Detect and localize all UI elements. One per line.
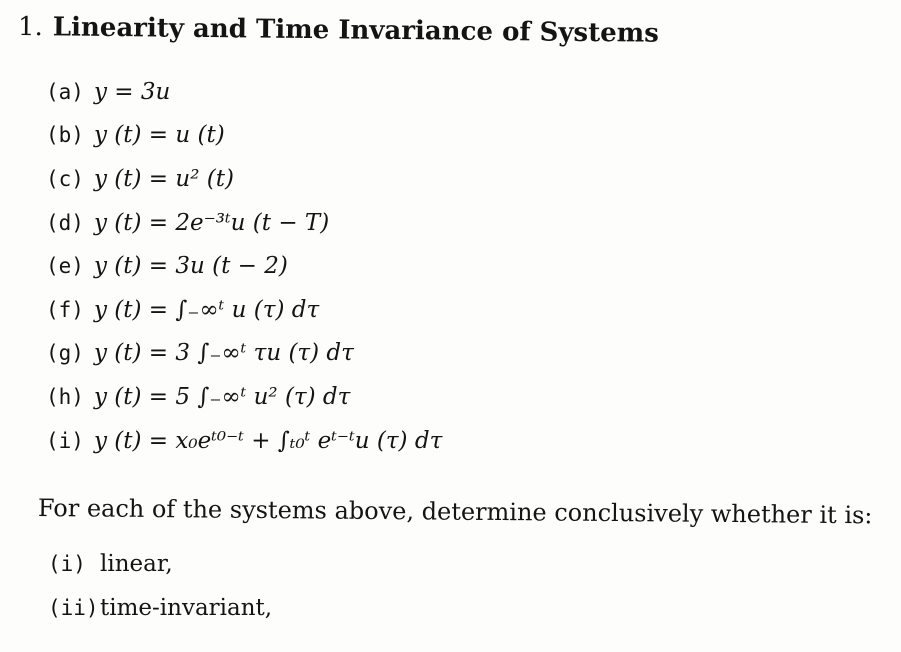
problem-number: 1. bbox=[17, 12, 43, 43]
system-equation: y (t) = u² (t) bbox=[94, 165, 234, 192]
system-equation: y (t) = ∫₋∞ᵗ u (τ) dτ bbox=[94, 296, 320, 323]
system-equation: y (t) = 3u (t − 2) bbox=[94, 253, 288, 280]
system-label: (i) bbox=[46, 428, 84, 453]
criterion-item bbox=[48, 586, 272, 630]
criterion-label: (i) bbox=[48, 552, 86, 576]
system-label: (f) bbox=[46, 297, 84, 322]
system-label: (h) bbox=[46, 384, 84, 409]
criterion-text: linear, bbox=[100, 551, 173, 577]
criteria-list bbox=[48, 542, 272, 630]
system-equation: y (t) = 5 ∫₋∞ᵗ u² (τ) dτ bbox=[94, 383, 351, 410]
system-equation: y (t) = 2e⁻³ᵗu (t − T) bbox=[94, 209, 330, 236]
system-item bbox=[46, 419, 442, 463]
system-equation: y (t) = x₀eᵗ⁰⁻ᵗ + ∫ₜ₀ᵗ eᵗ⁻ᵗu (τ) dτ bbox=[94, 427, 443, 454]
systems-list bbox=[46, 70, 442, 462]
system-item bbox=[46, 288, 442, 332]
system-item bbox=[46, 157, 442, 201]
system-item bbox=[46, 70, 442, 114]
system-equation: y = 3u bbox=[94, 78, 171, 105]
system-label: (a) bbox=[46, 79, 84, 104]
criterion-label: (ii) bbox=[48, 596, 99, 620]
system-label: (d) bbox=[46, 210, 84, 235]
system-item bbox=[46, 114, 442, 158]
system-label: (e) bbox=[46, 254, 84, 279]
system-item bbox=[46, 201, 442, 245]
system-item bbox=[46, 244, 442, 288]
system-equation: y (t) = 3 ∫₋∞ᵗ τu (τ) dτ bbox=[94, 340, 354, 367]
problem-heading bbox=[18, 12, 659, 49]
criterion-item bbox=[48, 542, 272, 586]
system-label: (c) bbox=[46, 166, 84, 191]
system-label: (g) bbox=[46, 341, 84, 366]
system-item bbox=[46, 375, 442, 419]
system-item bbox=[46, 332, 442, 376]
system-equation: y (t) = u (t) bbox=[94, 122, 225, 149]
problem-title: Linearity and Time Invariance of Systems bbox=[52, 12, 660, 49]
criterion-text: time-invariant, bbox=[100, 595, 273, 621]
instruction-text: For each of the systems above, determine conclusively whether it is: bbox=[37, 494, 873, 530]
system-label: (b) bbox=[46, 123, 84, 148]
